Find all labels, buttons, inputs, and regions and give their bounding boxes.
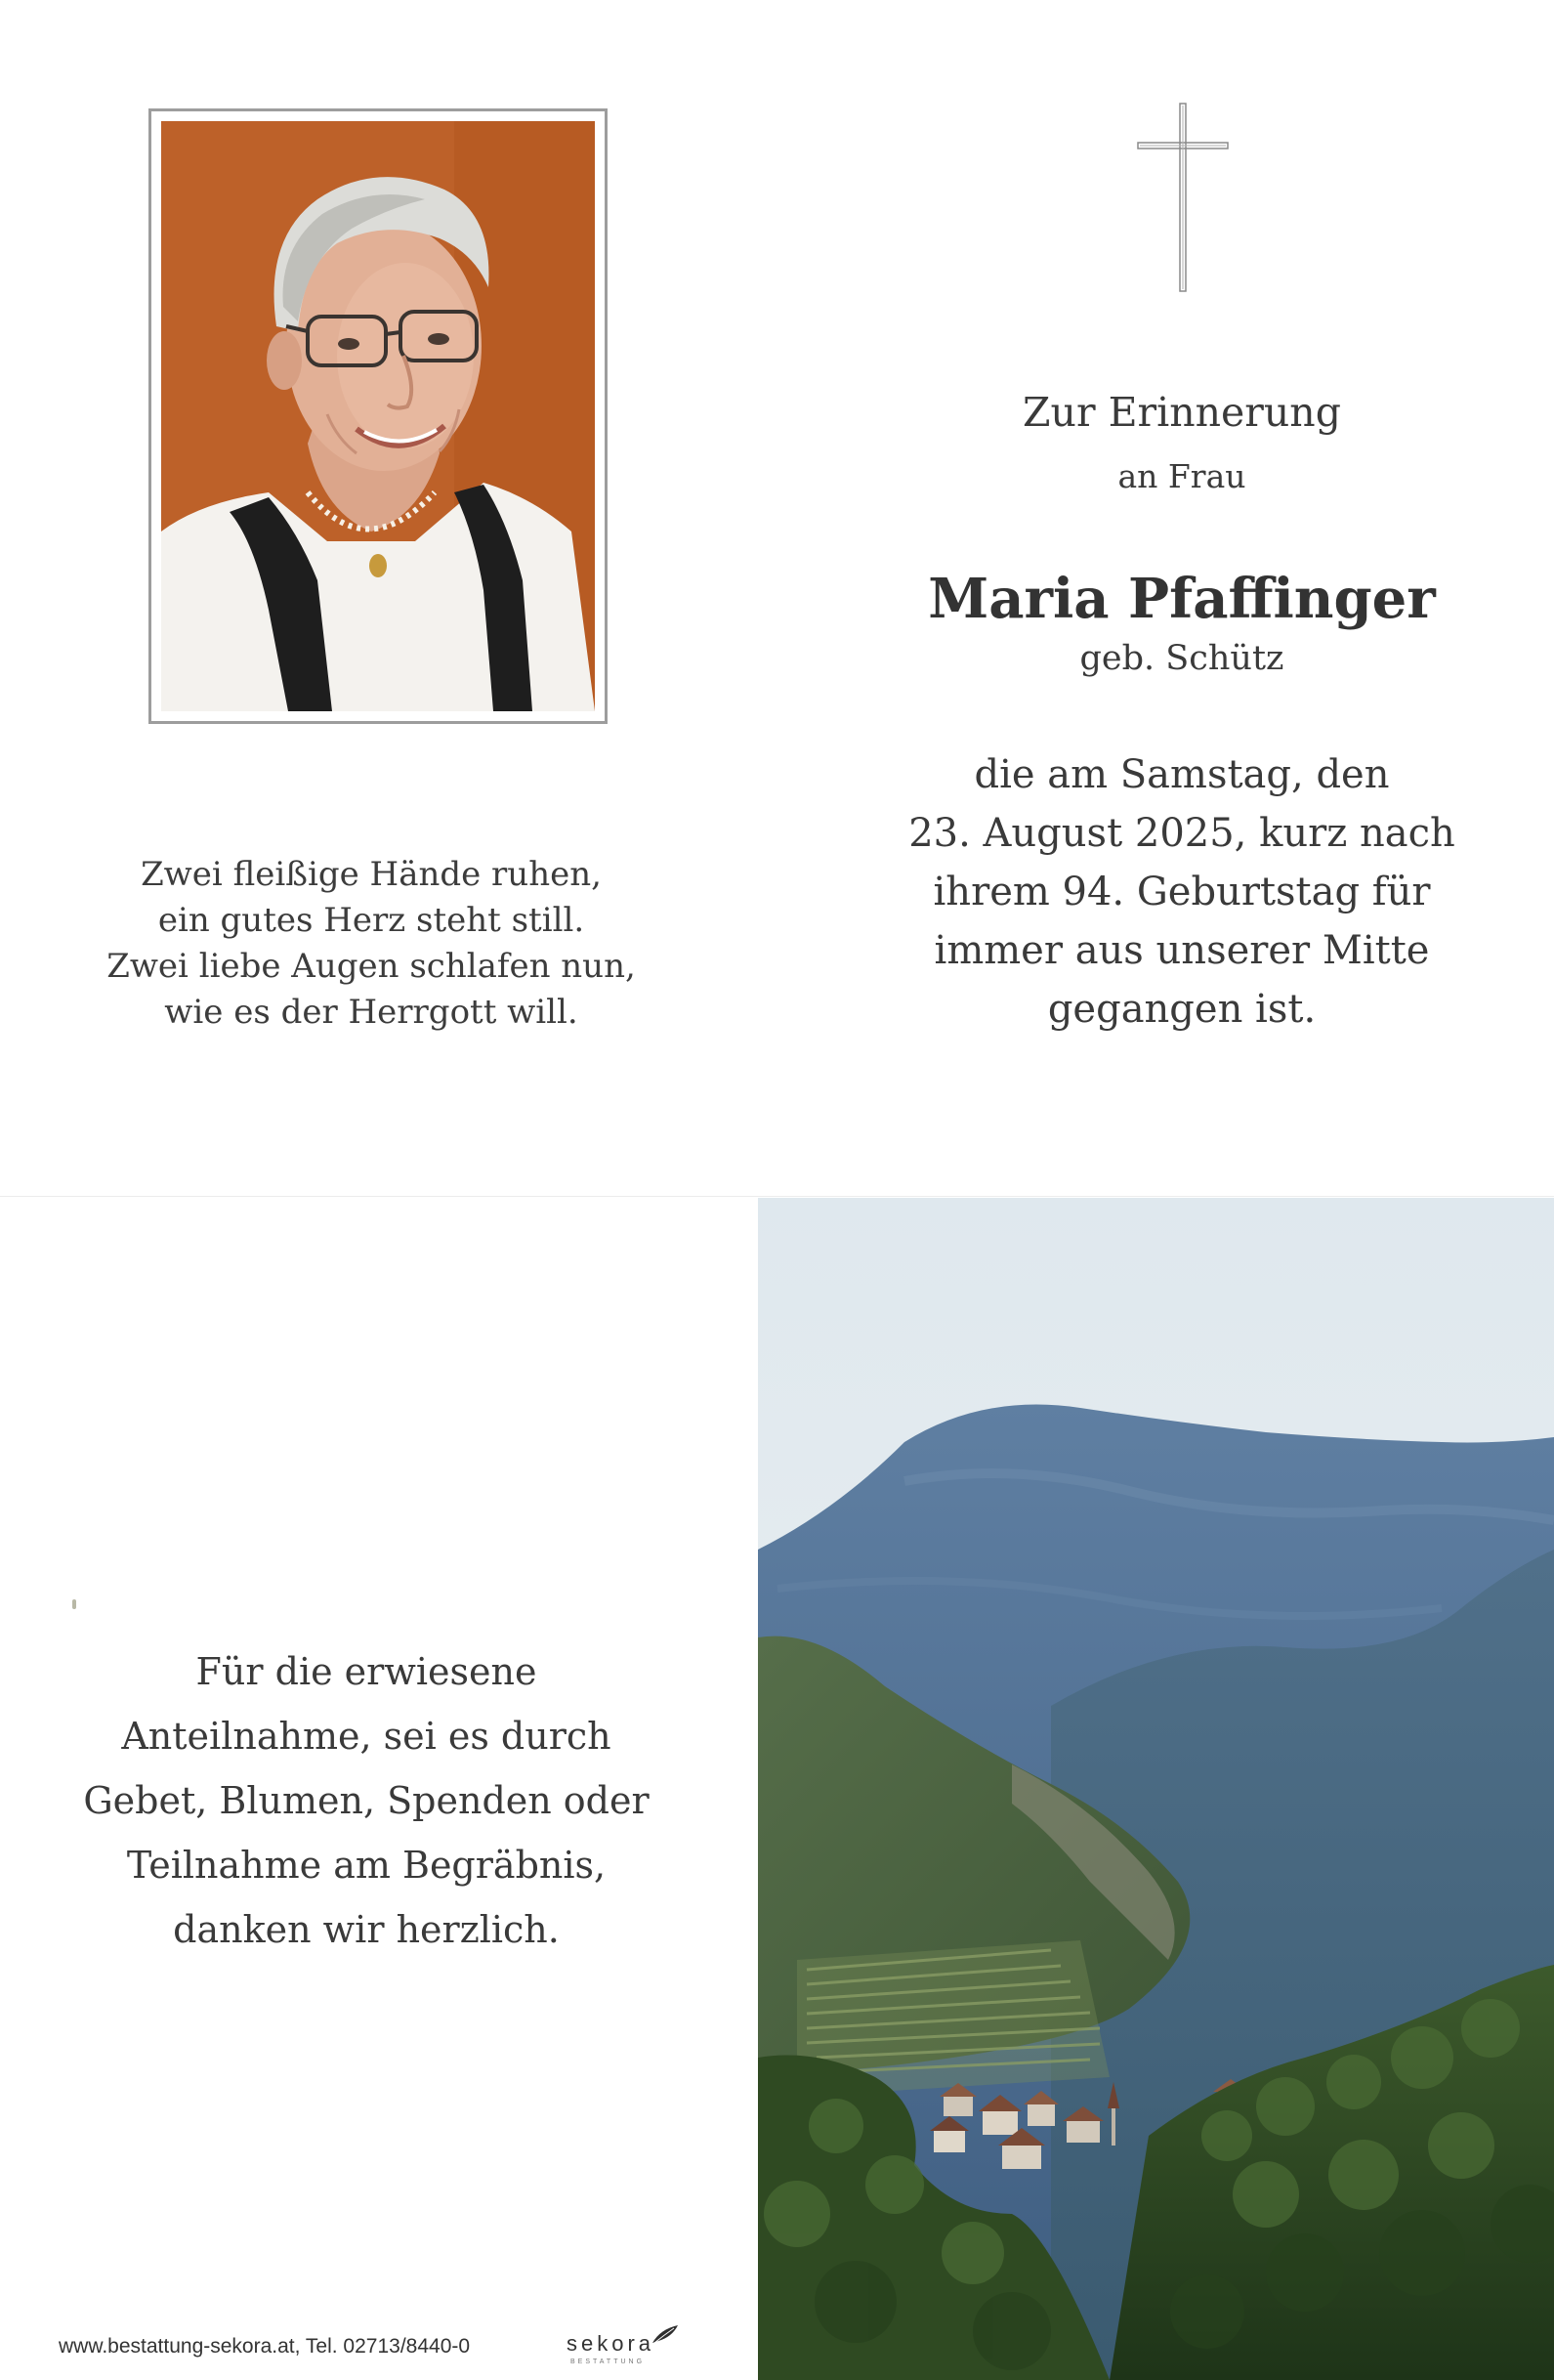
thanks-line: Teilnahme am Begräbnis, [126,1844,607,1887]
memorial-heading: Zur Erinnerung [1023,389,1341,436]
card-fold-line [0,1196,1554,1197]
death-notice-line: 23. August 2025, kurz nach [908,811,1455,856]
poem-line: ein gutes Herz steht still. [157,901,585,940]
funeral-home-logo: sekora [567,2331,655,2356]
poem-line: wie es der Herrgott will. [164,993,578,1032]
valley-landscape-illustration [758,1198,1554,2380]
portrait-photo [161,121,595,711]
death-notice-line: immer aus unserer Mitte [934,928,1430,973]
poem-line: Zwei fleißige Hände ruhen, [141,855,602,894]
scan-speck [72,1599,76,1609]
portrait-frame [148,108,608,724]
funeral-home-contact: www.bestattung-sekora.at, Tel. 02713/8440-0 [59,2335,471,2358]
deceased-name: Maria Pfaffinger [928,567,1436,631]
thanks-line: Für die erwiesene [195,1650,537,1693]
funeral-home-logo-sub: BESTATTUNG [570,2359,646,2365]
poem-line: Zwei liebe Augen schlafen nun, [106,947,636,986]
thanks-line: Anteilnahme, sei es durch [121,1715,611,1758]
portrait-illustration [161,121,595,711]
thanks-text [59,1639,674,1962]
landscape-photo [758,1198,1554,2380]
death-notice-line: die am Samstag, den [974,752,1390,797]
thanks-line: Gebet, Blumen, Spenden oder [83,1779,650,1822]
memorial-salutation: an Frau [1117,457,1246,495]
death-notice [840,745,1524,1039]
death-notice-line: gegangen ist. [1047,987,1317,1032]
memorial-poem [78,852,664,1036]
death-notice-line: ihrem 94. Geburtstag für [933,870,1431,914]
cross-icon [1136,102,1230,293]
birth-name: geb. Schütz [1079,639,1284,678]
thanks-line: danken wir herzlich. [173,1908,560,1951]
leaf-logo-icon [651,2323,680,2345]
